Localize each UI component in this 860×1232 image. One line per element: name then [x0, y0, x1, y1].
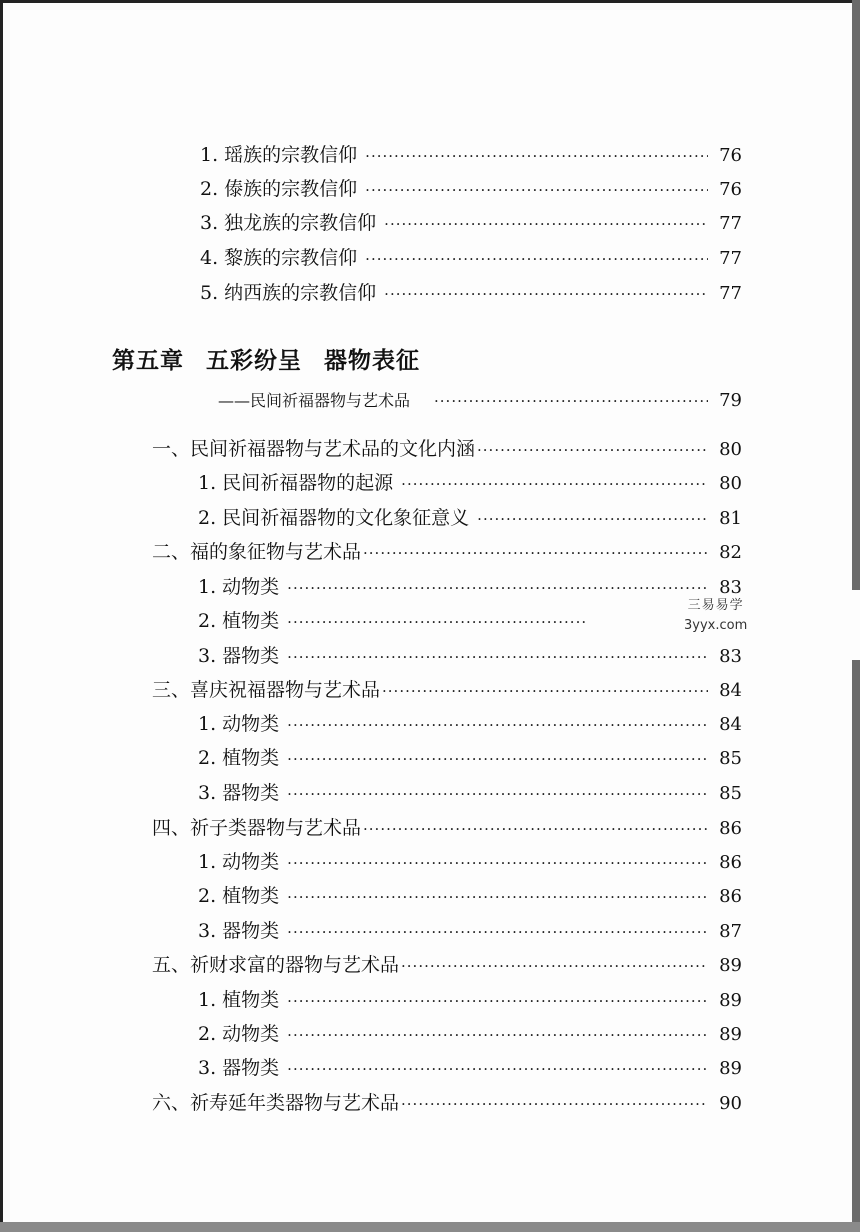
toc-subsection[interactable]: [198, 916, 742, 946]
toc-entry-page: 84: [719, 714, 742, 735]
toc-entry-label: 3. 独龙族的宗教信仰: [200, 212, 377, 234]
toc-entry-page: 83: [719, 577, 742, 598]
toc-subsection[interactable]: [198, 709, 742, 739]
leader-dots: [382, 682, 708, 700]
toc-entry-label: 1. 动物类: [198, 851, 280, 873]
leader-dots: [477, 510, 708, 528]
toc-entry-page: 86: [719, 818, 742, 839]
toc-entry-label: 四、祈子类器物与艺术品: [152, 817, 362, 839]
toc-entry-label: 3. 器物类: [198, 782, 280, 804]
toc-subsection[interactable]: [198, 606, 742, 636]
toc-entry-label: 二、福的象征物与艺术品: [152, 541, 362, 563]
toc-subsection[interactable]: [198, 985, 742, 1015]
leader-dots: [363, 820, 708, 838]
toc-entry-page: 81: [719, 508, 742, 529]
toc-entry-page: 89: [719, 1058, 742, 1079]
toc-entry-label: 2. 民间祈福器物的文化象征意义: [198, 507, 470, 529]
leader-dots: [287, 716, 708, 734]
chapter-page: 79: [719, 390, 742, 411]
toc-entry-page: 85: [719, 748, 742, 769]
toc-entry-page: 90: [719, 1093, 742, 1114]
chapter-subtitle-entry[interactable]: [218, 388, 742, 418]
toc-subsection[interactable]: [198, 572, 742, 602]
leader-dots: [287, 750, 708, 768]
leader-dots: [401, 475, 708, 493]
toc-entry-page: 80: [719, 439, 742, 460]
toc-subsection[interactable]: [198, 641, 742, 671]
leader-dots: [287, 1060, 708, 1078]
toc-entry-label: 2. 植物类: [198, 610, 280, 632]
toc-entry-label: 3. 器物类: [198, 645, 280, 667]
toc-entry[interactable]: [200, 278, 742, 308]
toc-entry-label: 三、喜庆祝福器物与艺术品: [152, 679, 381, 701]
toc-entry-page: 85: [719, 783, 742, 804]
toc-entry[interactable]: [200, 140, 742, 170]
leader-dots: [287, 923, 708, 941]
toc-section[interactable]: [152, 1088, 742, 1118]
toc-entry-label: 1. 植物类: [198, 989, 280, 1011]
toc-entry-label: 5. 纳西族的宗教信仰: [200, 282, 377, 304]
toc-entry-label: 1. 动物类: [198, 713, 280, 735]
watermark-name: 三易易学: [687, 598, 744, 613]
leader-dots: [384, 285, 708, 303]
toc-entry-label: 1. 动物类: [198, 576, 280, 598]
leader-dots: [287, 648, 708, 666]
toc-section[interactable]: [152, 950, 742, 980]
toc-entry-page: 89: [719, 1024, 742, 1045]
chapter-title-b: 器物表征: [324, 348, 420, 374]
toc-section[interactable]: [152, 675, 742, 705]
toc-entry-page: 76: [719, 179, 742, 200]
scan-edge-left: [0, 0, 3, 1232]
toc-entry-page: 76: [719, 145, 742, 166]
toc-entry-label: 五、祈财求富的器物与艺术品: [152, 954, 400, 976]
toc-entry-label: 1. 瑶族的宗教信仰: [200, 144, 358, 166]
toc-section[interactable]: [152, 434, 742, 464]
chapter-heading[interactable]: [112, 342, 420, 375]
toc-subsection[interactable]: [198, 1053, 742, 1083]
leader-dots: [287, 1026, 708, 1044]
leader-dots: [365, 250, 708, 268]
toc-subsection[interactable]: [198, 468, 742, 498]
toc-entry-page: 87: [719, 921, 742, 942]
toc-entry-page: 80: [719, 473, 742, 494]
toc-entry-label: 2. 植物类: [198, 747, 280, 769]
toc-entry-label: 一、民间祈福器物与艺术品的文化内涵: [152, 438, 476, 460]
toc-subsection[interactable]: [198, 1019, 742, 1049]
toc-entry-page: 86: [719, 852, 742, 873]
toc-entry-page: 86: [719, 886, 742, 907]
site-watermark: [684, 596, 747, 636]
leader-dots: [287, 613, 587, 631]
leader-dots: [384, 215, 708, 233]
toc-entry-label: 六、祈寿延年类器物与艺术品: [152, 1092, 400, 1114]
toc-entry-page: 77: [719, 213, 742, 234]
scan-edge-top: [0, 0, 860, 3]
leader-dots: [477, 441, 708, 459]
toc-subsection[interactable]: [198, 743, 742, 773]
leader-dots: [363, 544, 708, 562]
toc-entry-label: 4. 黎族的宗教信仰: [200, 247, 358, 269]
toc-entry-page: 77: [719, 283, 742, 304]
scan-edge-right: [852, 0, 860, 590]
toc-entry-label: 3. 器物类: [198, 920, 280, 942]
leader-dots: [287, 992, 708, 1010]
leader-dots: [401, 957, 708, 975]
toc-entry-page: 89: [719, 990, 742, 1011]
toc-entry-label: 2. 植物类: [198, 885, 280, 907]
leader-dots: [365, 181, 708, 199]
leader-dots: [401, 1095, 708, 1113]
watermark-url: 3yyx.com: [684, 618, 748, 633]
scan-edge-bottom: [0, 1222, 860, 1232]
toc-entry-page: 83: [719, 646, 742, 667]
toc-entry-label: 1. 民间祈福器物的起源: [198, 472, 394, 494]
chapter-subtitle: ——民间祈福器物与艺术品: [218, 391, 411, 410]
toc-entry-label: 2. 傣族的宗教信仰: [200, 178, 358, 200]
leader-dots: [287, 785, 708, 803]
leader-dots: [287, 888, 708, 906]
toc-entry[interactable]: [200, 208, 742, 238]
toc-subsection[interactable]: [198, 778, 742, 808]
toc-entry-page: 82: [719, 542, 742, 563]
leader-dots: [434, 392, 708, 410]
scan-edge-right-lower: [852, 660, 860, 1232]
toc-entry[interactable]: [200, 174, 742, 204]
toc-subsection[interactable]: [198, 847, 742, 877]
toc-section[interactable]: [152, 537, 742, 567]
toc-entry-page: 89: [719, 955, 742, 976]
leader-dots: [287, 854, 708, 872]
toc-section[interactable]: [152, 813, 742, 843]
chapter-title-a: 五彩纷呈: [206, 348, 302, 374]
toc-subsection[interactable]: [198, 881, 742, 911]
toc-entry-page: 77: [719, 248, 742, 269]
toc-entry-page: 84: [719, 680, 742, 701]
leader-dots: [365, 147, 708, 165]
leader-dots: [287, 579, 708, 597]
chapter-number: 第五章: [112, 348, 184, 374]
toc-subsection[interactable]: [198, 503, 742, 533]
toc-entry-label: 2. 动物类: [198, 1023, 280, 1045]
toc-entry-label: 3. 器物类: [198, 1057, 280, 1079]
toc-entry[interactable]: [200, 243, 742, 273]
